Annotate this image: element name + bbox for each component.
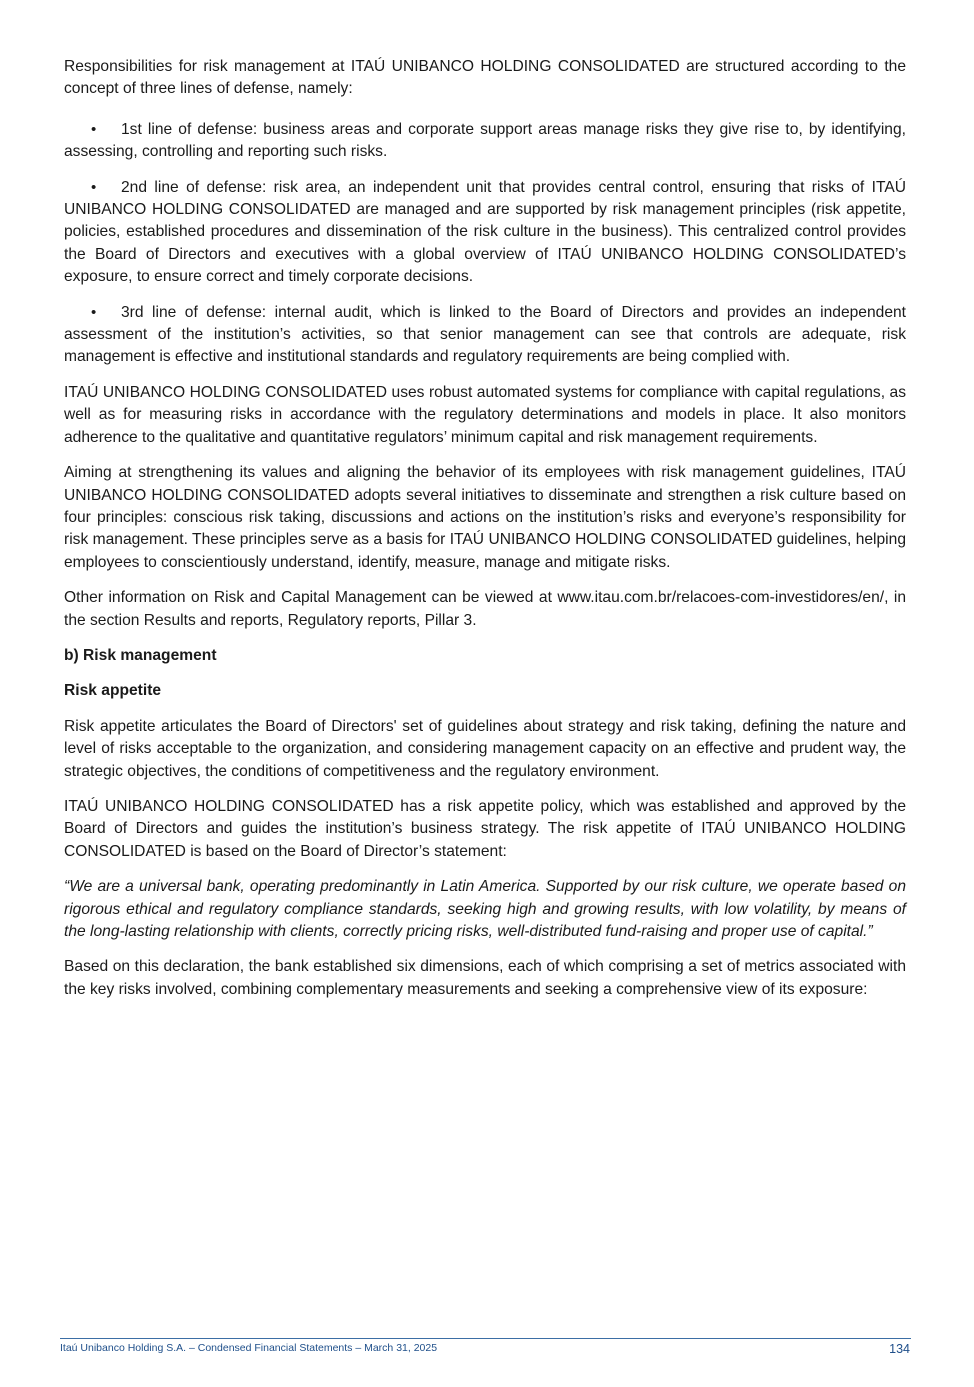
six-dimensions-paragraph: Based on this declaration, the bank established six dimensions, each of which comprising a set of metrics associated with the key risks involved, combining complementary measurements and seeking a comprehensive view of its exposure: [64, 958, 906, 998]
bullet-text: 3rd line of defense: internal audit, which is linked to the Board of Directors and provides an independent assessment of the institution’s activities, so that senior management can see that controls are adequate, risk management is effective and institutional standards and regulatory requirements are being complied with. [64, 303, 906, 366]
document-body [64, 56, 906, 1014]
page-number: 134 [889, 1342, 910, 1356]
bullet-text: 1st line of defense: business areas and corporate support areas manage risks they give rise to, by identifying, assessing, controlling and reporting such risks. [64, 120, 906, 161]
bullet-icon: • [91, 303, 97, 321]
board-statement-quote: “We are a universal bank, operating predominantly in Latin America. Supported by our risk culture, we operate based on rigorous ethical and regulatory compliance standards, seeking high and growing results, with low volatility, by means of the long-lasting relationship with clients, correctly pricing risks, well-distributed fund-raising and proper use of capital.” [64, 878, 906, 940]
bullet-second-line-of-defense [64, 177, 906, 289]
intro-paragraph: Responsibilities for risk management at ITAÚ UNIBANCO HOLDING CONSOLIDATED are structured according to the concept of three lines of defense, namely: [64, 58, 906, 98]
bullet-third-line-of-defense [64, 302, 906, 369]
bullet-icon: • [91, 178, 97, 196]
systems-paragraph: ITAÚ UNIBANCO HOLDING CONSOLIDATED uses robust automated systems for compliance with capital regulations, as well as for measuring risks in accordance with the regulatory determinations and models in place. It also monitors adherence to the qualitative and quantitative regulators’ minimum capital and risk management requirements. [64, 383, 906, 446]
subsection-heading-risk-appetite: Risk appetite [64, 682, 162, 700]
risk-appetite-policy-paragraph: ITAÚ UNIBANCO HOLDING CONSOLIDATED has a risk appetite policy, which was established and approved by the Board of Directors and guides the institution’s business strategy. The risk appetite of ITAÚ UNIBANCO HOLDING CONSOLIDATED is based on the Board of Director’s statement: [64, 797, 906, 860]
footer-divider [60, 1338, 911, 1339]
section-heading-risk-management: b) Risk management [64, 646, 217, 664]
bullet-icon: • [91, 120, 97, 138]
bullet-first-line-of-defense [64, 119, 906, 164]
other-information-paragraph: Other information on Risk and Capital Management can be viewed at www.itau.com.br/relacoes-com-investidores/en/, in the section Results and reports, Regulatory reports, Pillar 3. [64, 589, 906, 629]
risk-appetite-definition-paragraph: Risk appetite articulates the Board of Directors' set of guidelines about strategy and risk taking, defining the nature and level of risks acceptable to the organization, and considering management capacity on an effective and prudent way, the strategic objectives, the conditions of competitiveness and the regulatory environment. [64, 717, 906, 780]
risk-culture-paragraph: Aiming at strengthening its values and aligning the behavior of its employees with risk management guidelines, ITAÚ UNIBANCO HOLDING CONSOLIDATED adopts several initiatives to disseminate and strengthen a risk culture based on four principles: conscious risk taking, discussions and actions on the institution’s risks and everyone’s responsibility for risk management. These principles serve as a basis for ITAÚ UNIBANCO HOLDING CONSOLIDATED guidelines, helping employees to conscientiously understand, identify, measure, manage and mitigate risks. [64, 464, 906, 571]
footer-document-title: Itaú Unibanco Holding S.A. – Condensed Financial Statements – March 31, 2025 [60, 1342, 438, 1354]
bullet-text: 2nd line of defense: risk area, an independent unit that provides central control, ensuring that risks of ITAÚ UNIBANCO HOLDING CONSOLIDATED are managed and are supported by risk management principles (risk appetite, policies, established procedures and dissemination of the risk culture in the business). This centralized control provides the Board of Directors and executives with a global overview of ITAÚ UNIBANCO HOLDING CONSOLIDATED’s exposure, to ensure correct and timely corporate decisions. [64, 178, 906, 286]
